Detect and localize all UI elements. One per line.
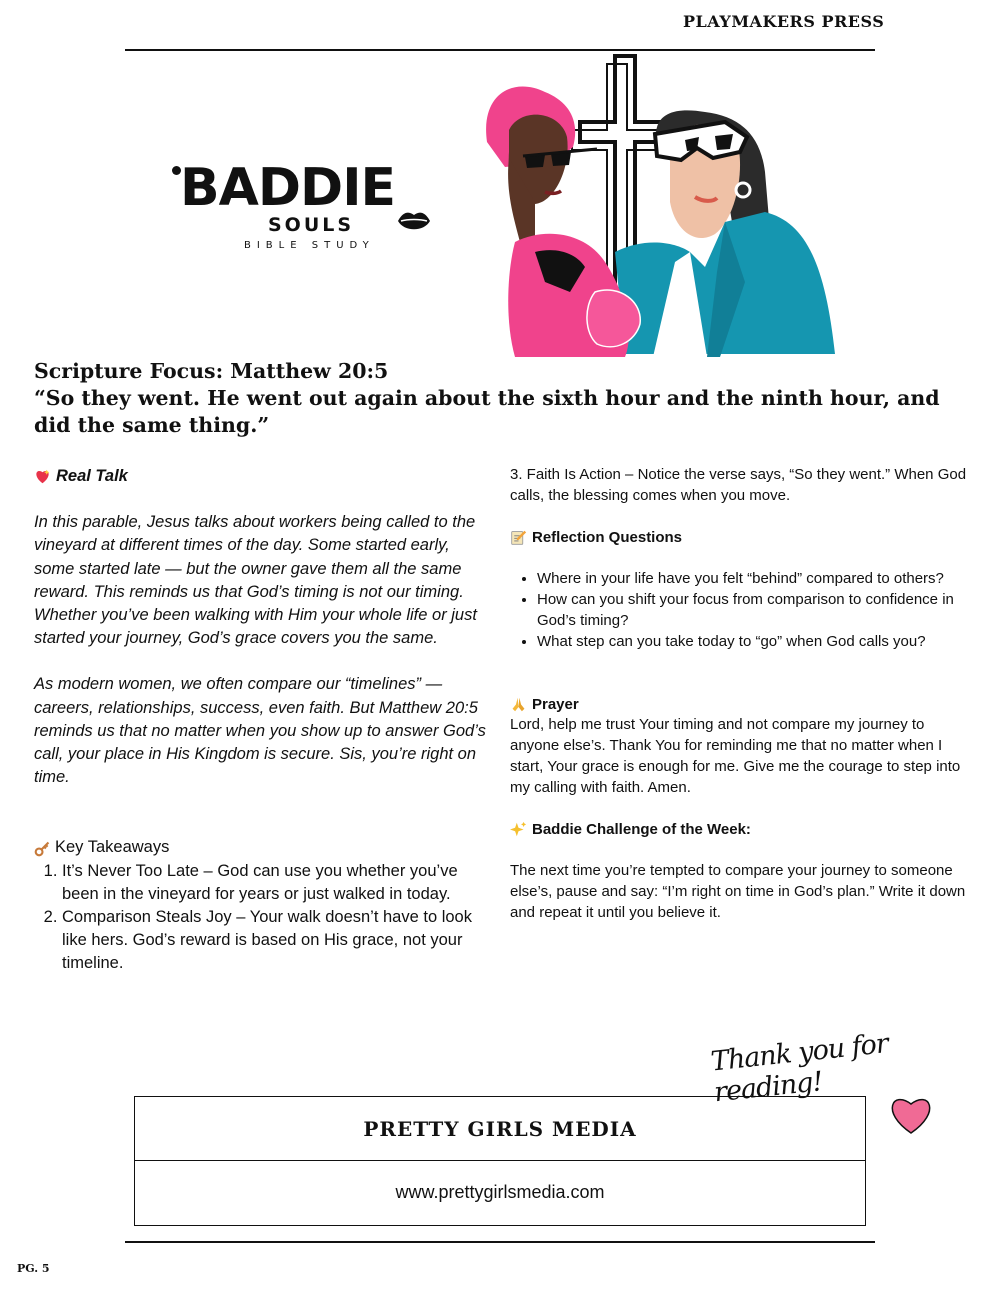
reflection-list [510, 569, 970, 652]
reflection-item: • What step can you take today to “go” when God calls you? [537, 632, 970, 653]
heart-sparkle-icon [34, 468, 51, 485]
takeaways-list [34, 860, 494, 976]
women-cross-illustration [475, 52, 840, 357]
right-column [510, 465, 970, 924]
takeaways-label: Key Takeaways [55, 838, 170, 857]
takeaway-item: 1. It’s Never Too Late – God can use you whether you’ve been in the vineyard for years or just walked in today. [62, 860, 494, 906]
takeaways-heading [34, 836, 494, 859]
page-number: PG. 5 [17, 1262, 50, 1275]
sparkles-icon [510, 821, 527, 838]
challenge-heading [510, 820, 970, 841]
footer-title: PRETTY GIRLS MEDIA [135, 1097, 865, 1161]
scripture-verse: “So they went. He went out again about the sixth hour and the ninth hour, and did the same thing.” [34, 386, 940, 437]
real-talk-label: Real Talk [56, 467, 128, 485]
challenge-text: The next time you’re tempted to compare your journey to someone else’s, pause and say: “I’m right on time in God’s plan.” Write it down and repeat it until you believe it. [510, 862, 966, 921]
baddie-souls-logo [172, 158, 434, 254]
real-talk-paragraph-1: In this parable, Jesus talks about workers being called to the vineyard at different times of the day. Some started early, some started late — but the owner gave them all the same reward. This reminds us that God’s timing is not our timing. Whether you’ve been walking with Him your whole life or just started your journey, God’s grace covers you the same. [34, 513, 477, 648]
logo-subtitle: SOULS [268, 214, 355, 236]
heart-icon [888, 1094, 934, 1136]
memo-icon [510, 529, 527, 546]
praying-hands-icon [510, 696, 527, 713]
left-column [34, 465, 494, 976]
footer-box [134, 1096, 866, 1226]
takeaway-item: 2. Comparison Steals Joy – Your walk doesn’t have to look like hers. God’s reward is based on His grace, not your timeline. [62, 906, 494, 976]
scripture-block [34, 358, 969, 439]
takeaway-item-3: 3. Faith Is Action – Notice the verse says, “So they went.” When God calls, the blessing comes when you move. [510, 466, 967, 504]
prayer-heading [510, 695, 970, 716]
logo-title: BADDIE [180, 158, 396, 218]
lips-icon [396, 208, 432, 234]
top-divider [125, 49, 875, 51]
key-icon [34, 840, 51, 857]
prayer-label: Prayer [532, 695, 579, 713]
real-talk-heading [34, 465, 494, 488]
publisher-name: PLAYMAKERS PRESS [683, 12, 885, 31]
reflection-label: Reflection Questions [532, 528, 683, 546]
footer-url[interactable]: www.prettygirlsmedia.com [395, 1182, 605, 1202]
reflection-heading [510, 528, 970, 549]
logo-tagline: BIBLE STUDY [244, 240, 375, 251]
reflection-item: • How can you shift your focus from comparison to confidence in God’s timing? [537, 590, 970, 632]
signoff-script: Thank you for reading! [709, 1028, 890, 1109]
bottom-divider [125, 1241, 875, 1243]
reflection-item: • Where in your life have you felt “behind” compared to others? [537, 569, 970, 590]
real-talk-paragraph-2: As modern women, we often compare our “timelines” — careers, relationships, success, even faith. But Matthew 20:5 reminds us that no matter when you show up to answer God’s call, your place in His Kingdom is secure. Sis, you’re right on time. [34, 675, 486, 787]
challenge-label: Baddie Challenge of the Week: [532, 820, 751, 838]
scripture-focus: Scripture Focus: Matthew 20:5 [34, 359, 389, 383]
prayer-text: Lord, help me trust Your timing and not compare my journey to anyone else’s. Thank You for reminding me that no matter when I start, Your grace is enough for me. Give me the courage to step into my calling with faith. Amen. [510, 716, 961, 796]
